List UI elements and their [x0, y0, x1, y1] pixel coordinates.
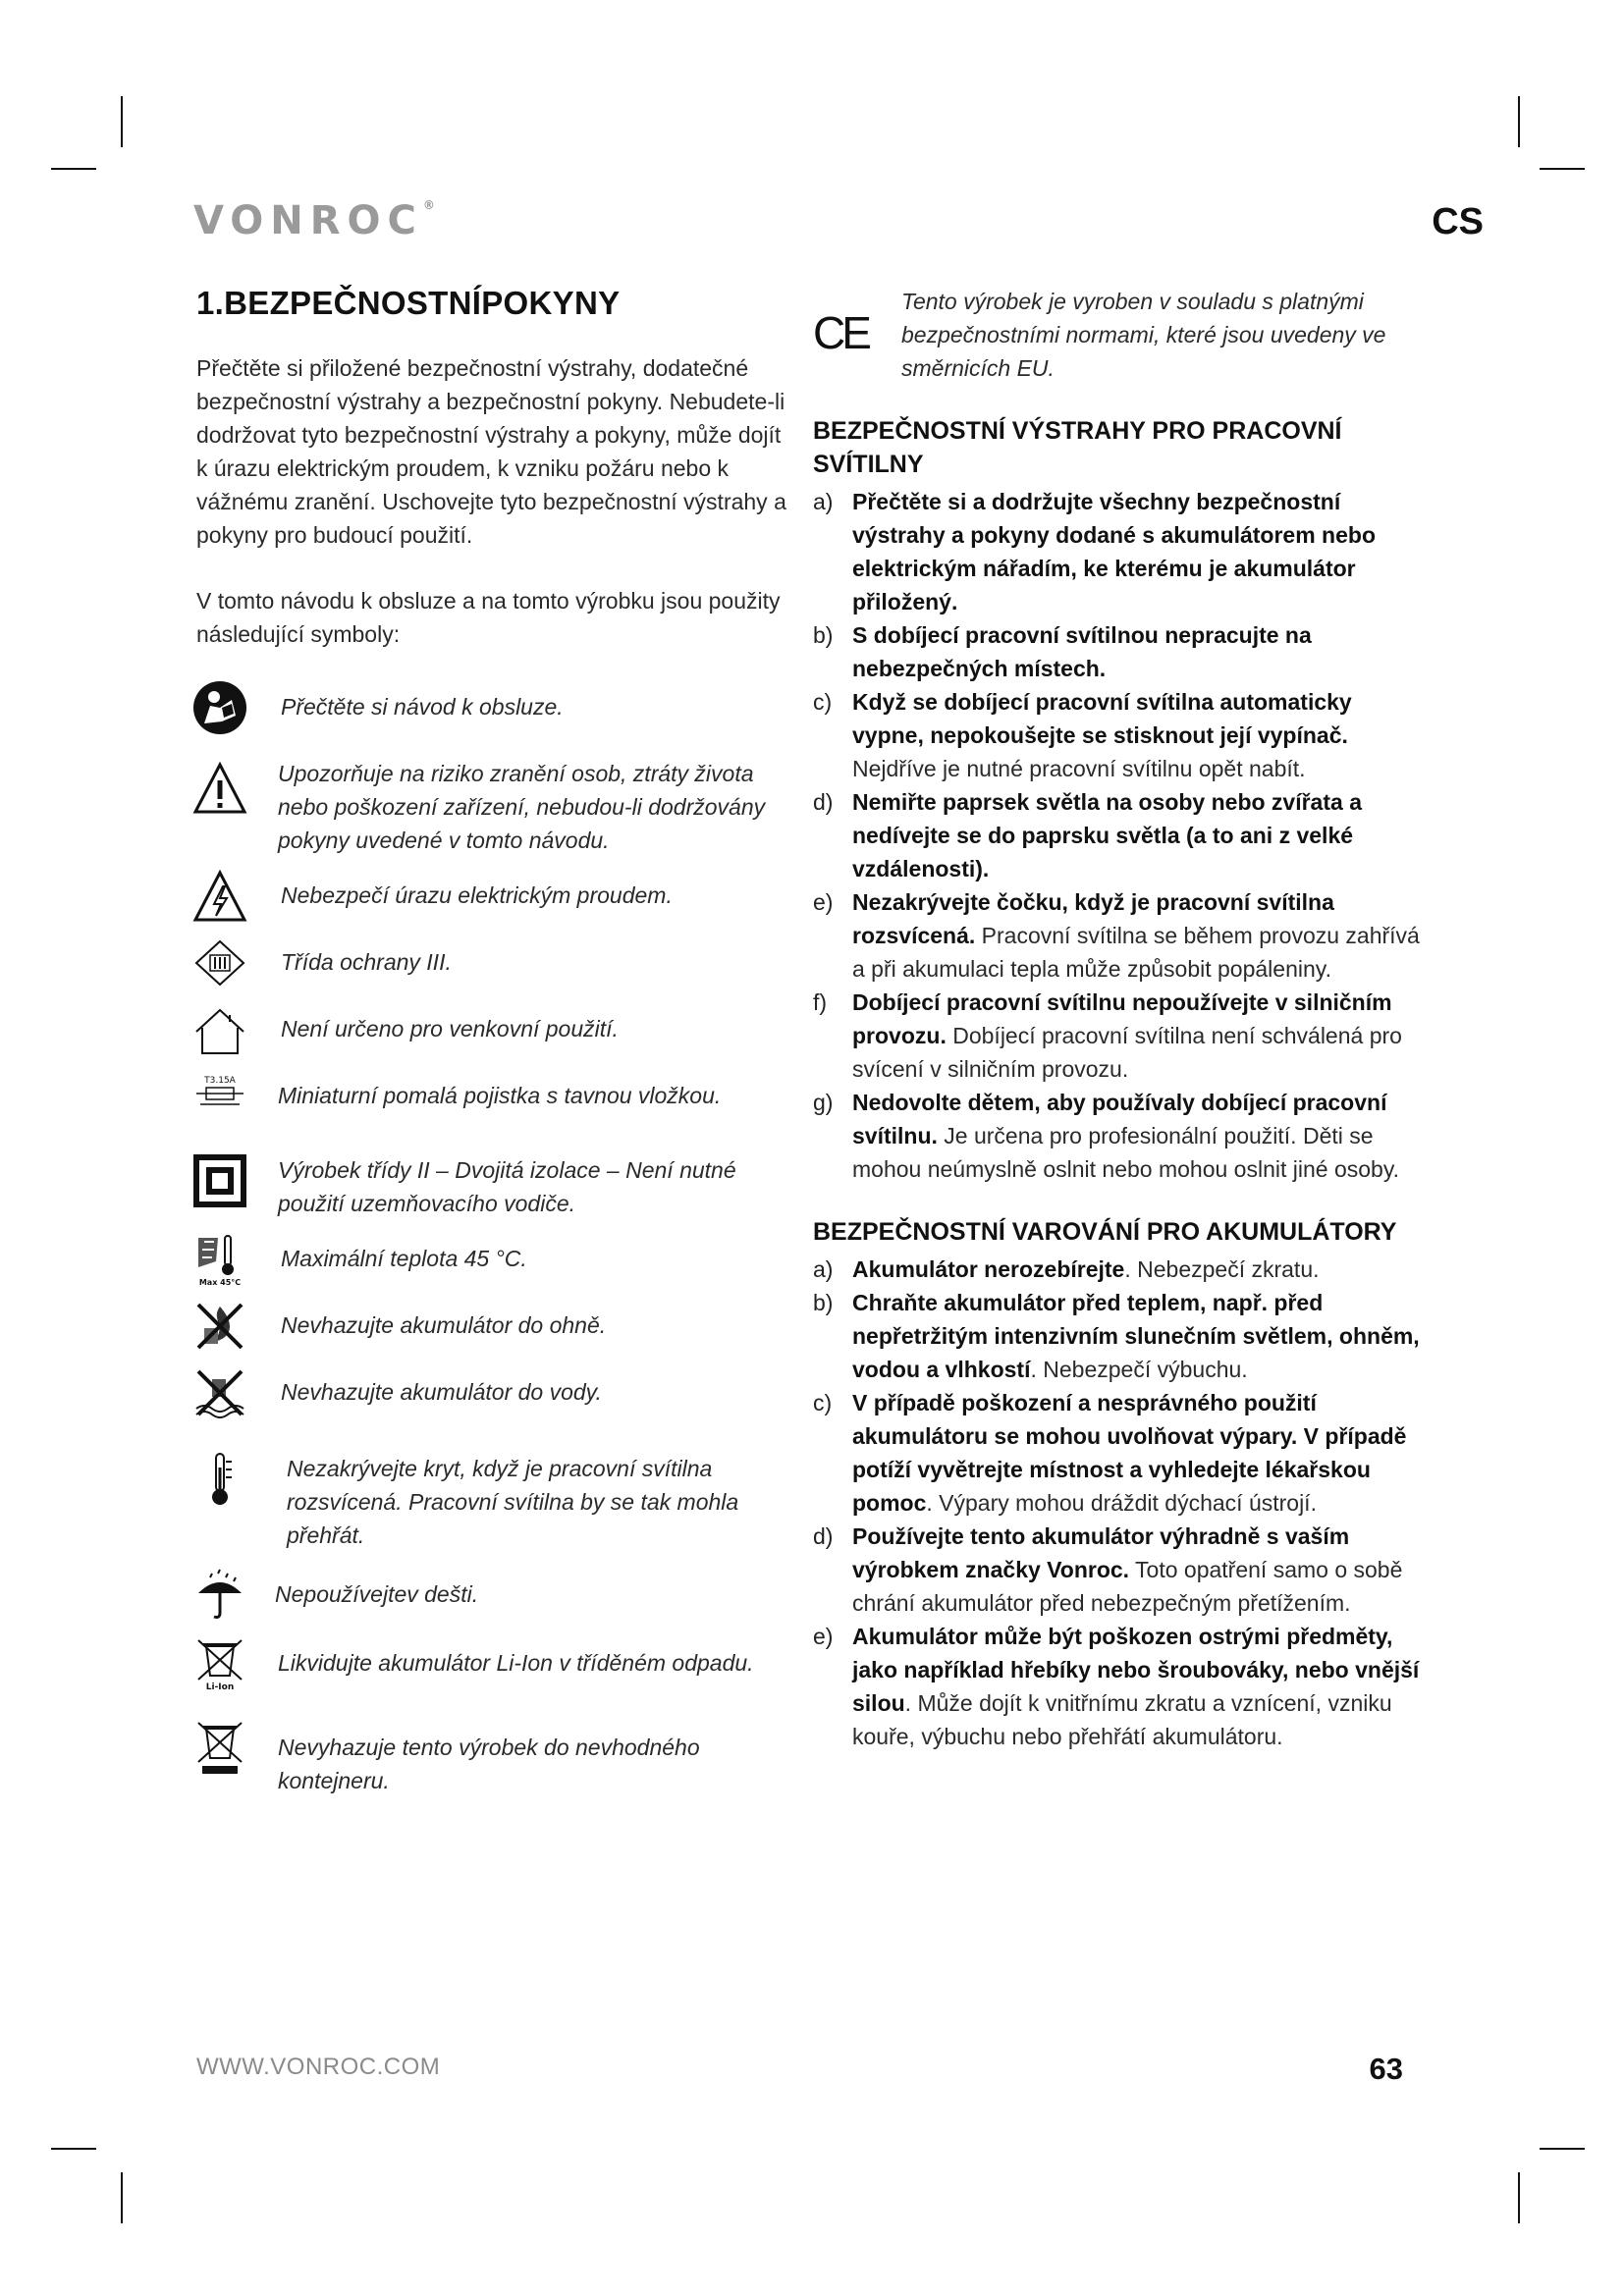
battery-list	[813, 1253, 1422, 1753]
fuse-label: T3.15A	[204, 1076, 236, 1086]
list-item: a) Přečtěte si a dodržujte všechny bezpečnostní výstrahy a pokyny dodané s akumulátorem nebo elektrickým nářadím, ke kterému je akumulátor přiložený.	[813, 489, 1376, 614]
left-column	[196, 285, 795, 1809]
crop-mark	[1518, 96, 1520, 147]
symbol-text: Výrobek třídy II – Dvojitá izolace – Není nutné použití uzemňovacího vodiče.	[278, 1157, 736, 1216]
section-title-battery: BEZPEČNOSTNÍ VAROVÁNÍ PRO AKUMULÁTORY	[813, 1218, 1397, 1246]
brand-name: VONROC	[193, 198, 423, 243]
intro-symbols-paragraph: V tomto návodu k obsluze a na tomto výrobku jsou použity následující symboly:	[196, 588, 781, 647]
weee-bin-icon	[192, 1721, 247, 1776]
ce-mark-icon: CE	[813, 307, 868, 358]
symbol-text: Miniaturní pomalá pojistka s tavnou vložkou.	[278, 1083, 722, 1108]
symbol-text: Nevhazujte akumulátor do vody.	[281, 1379, 602, 1405]
symbol-text: Nepoužívejtev dešti.	[275, 1581, 479, 1607]
intro-paragraph: Přečtěte si přiložené bezpečnostní výstrahy, dodatečné bezpečnostní výstrahy a bezpečnostní pokyny. Nebudete-li dodržovat tyto bezpečnostní výstrahy a pokyny, může dojít k úrazu elektrickým proudem, k vzniku požáru nebo k vážnému zranění. Uschovejte tyto bezpečnostní výstrahy a pokyny pro budoucí použití.	[196, 355, 786, 548]
read-manual-icon	[192, 680, 247, 735]
symbol-row	[196, 869, 795, 924]
electric-shock-icon	[192, 869, 247, 924]
footer-url: WWW.VONROC.COM	[196, 2054, 441, 2080]
language-code: CS	[1432, 201, 1484, 242]
symbol-row	[196, 1232, 795, 1287]
ce-text: Tento výrobek je vyroben v souladu s platnými bezpečnostními normami, které jsou uvedeny ve směrnicích EU.	[901, 289, 1386, 381]
no-rain-icon	[192, 1568, 247, 1623]
symbol-text: Není určeno pro venkovní použití.	[281, 1016, 619, 1041]
symbol-row	[196, 1002, 795, 1057]
page-title: 1.BEZPEČNOSTNÍPOKYNY	[196, 285, 621, 321]
list-item: b) S dobíjecí pracovní svítilnou nepracujte na nebezpečných místech.	[813, 622, 1312, 681]
list-item: g) Nedovolte dětem, aby používaly dobíjecí pracovní svítilnu. Je určena pro profesionální použití. Děti se mohou neúmyslně oslnit nebo mohou oslnit jiné osoby.	[813, 1090, 1400, 1182]
right-column	[813, 285, 1422, 1753]
li-ion-recycle-icon	[192, 1636, 247, 1691]
symbol-row	[196, 1636, 795, 1691]
warning-icon	[192, 761, 247, 816]
ce-block	[813, 285, 1422, 393]
symbol-text: Likvidujte akumulátor Li-Ion v tříděném odpadu.	[278, 1650, 754, 1676]
list-item: e) Akumulátor může být poškozen ostrými předměty, jako například hřebíky nebo šroubováky, nebo vnější silou. Může dojít k vnitřnímu zkratu a vznícení, vzniku kouře, výbuchu nebo přehřátí akumulátoru.	[813, 1624, 1420, 1749]
symbol-row	[196, 747, 795, 857]
crop-mark	[1518, 2172, 1520, 2223]
crop-mark	[121, 2172, 123, 2223]
symbol-row	[196, 1365, 795, 1420]
list-item: f) Dobíjecí pracovní svítilnu nepoužívejte v silničním provozu. Dobíjecí pracovní svítilna není schválená pro svícení v silničním provozu.	[813, 989, 1402, 1082]
no-fire-icon	[192, 1299, 247, 1354]
symbol-row	[196, 1442, 795, 1552]
crop-mark	[1540, 2148, 1585, 2150]
symbol-row	[196, 1568, 795, 1623]
symbol-row	[196, 1299, 795, 1354]
symbol-text: Třída ochrany III.	[281, 949, 452, 975]
symbol-text: Upozorňuje na riziko zranění osob, ztráty života nebo poškození zařízení, nebudou-li dodržovány pokyny uvedené v tomto návodu.	[278, 761, 766, 853]
list-item: d) Nemiřte paprsek světla na osoby nebo zvířata a nedívejte se do paprsku světla (a to ani z velké vzdálenosti).	[813, 789, 1362, 881]
symbol-row	[196, 1721, 795, 1797]
brand-mark: ®	[422, 198, 435, 212]
no-water-icon	[192, 1365, 247, 1420]
list-item: d) Používejte tento akumulátor výhradně s vaším výrobkem značky Vonroc. Toto opatření samo o sobě chrání akumulátor před nebezpečným přetížením.	[813, 1523, 1403, 1616]
symbol-text: Nezakrývejte kryt, když je pracovní svítilna rozsvícená. Pracovní svítilna by se tak mohla přehřát.	[287, 1456, 739, 1548]
crop-mark	[51, 2148, 96, 2150]
list-item: b) Chraňte akumulátor před teplem, např. před nepřetržitým intenzivním slunečním světlem, ohněm, vodou a vlhkostí. Nebezpečí výbuchu.	[813, 1290, 1420, 1382]
crop-mark	[1540, 168, 1585, 170]
page-number: 63	[1369, 2052, 1403, 2086]
indoor-only-icon	[192, 1002, 247, 1057]
class-ii-icon	[192, 1153, 247, 1208]
list-item: c) V případě poškození a nesprávného použití akumulátoru se mohou uvolňovat výpary. V případě potíží vyvětrejte místnost a vyhledejte lékařskou pomoc. Výpary mohou dráždit dýchací ústrojí.	[813, 1390, 1407, 1516]
symbol-text: Nebezpečí úrazu elektrickým proudem.	[281, 882, 673, 908]
fuse-icon	[192, 1069, 247, 1124]
symbol-row	[196, 1144, 795, 1220]
crop-mark	[121, 96, 123, 147]
symbol-row	[196, 935, 795, 990]
symbol-row	[196, 680, 795, 735]
crop-mark	[51, 168, 96, 170]
symbol-row	[196, 1069, 795, 1124]
class-iii-icon	[192, 935, 247, 990]
list-item: a) Akumulátor nerozebírejte. Nebezpečí zkratu.	[813, 1256, 1320, 1282]
brand-logo	[193, 198, 435, 243]
list-item: e) Nezakrývejte čočku, když je pracovní svítilna rozsvícená. Pracovní svítilna se během provozu zahřívá a při akumulaci tepla může způsobit popáleniny.	[813, 889, 1420, 982]
symbol-text: Přečtěte si návod k obsluze.	[281, 694, 564, 720]
work-light-list	[813, 485, 1422, 1186]
symbol-text: Maximální teplota 45 °C.	[281, 1246, 527, 1271]
list-item: c) Když se dobíjecí pracovní svítilna automaticky vypne, nepokoušejte se stisknout její vypínač. Nejdříve je nutné pracovní svítilnu opět nabít.	[813, 689, 1352, 781]
symbol-text: Nevhazujte akumulátor do ohně.	[281, 1312, 607, 1338]
max-temperature-icon	[192, 1232, 247, 1287]
thermometer-icon	[192, 1452, 247, 1507]
liion-label: Li-Ion	[205, 1682, 235, 1691]
symbol-text: Nevyhazuje tento výrobek do nevhodného kontejneru.	[278, 1735, 700, 1793]
section-title-work-light: BEZPEČNOSTNÍ VÝSTRAHY PRO PRACOVNÍ SVÍTILNY	[813, 417, 1342, 478]
temp-label: Max 45°C	[198, 1278, 242, 1287]
